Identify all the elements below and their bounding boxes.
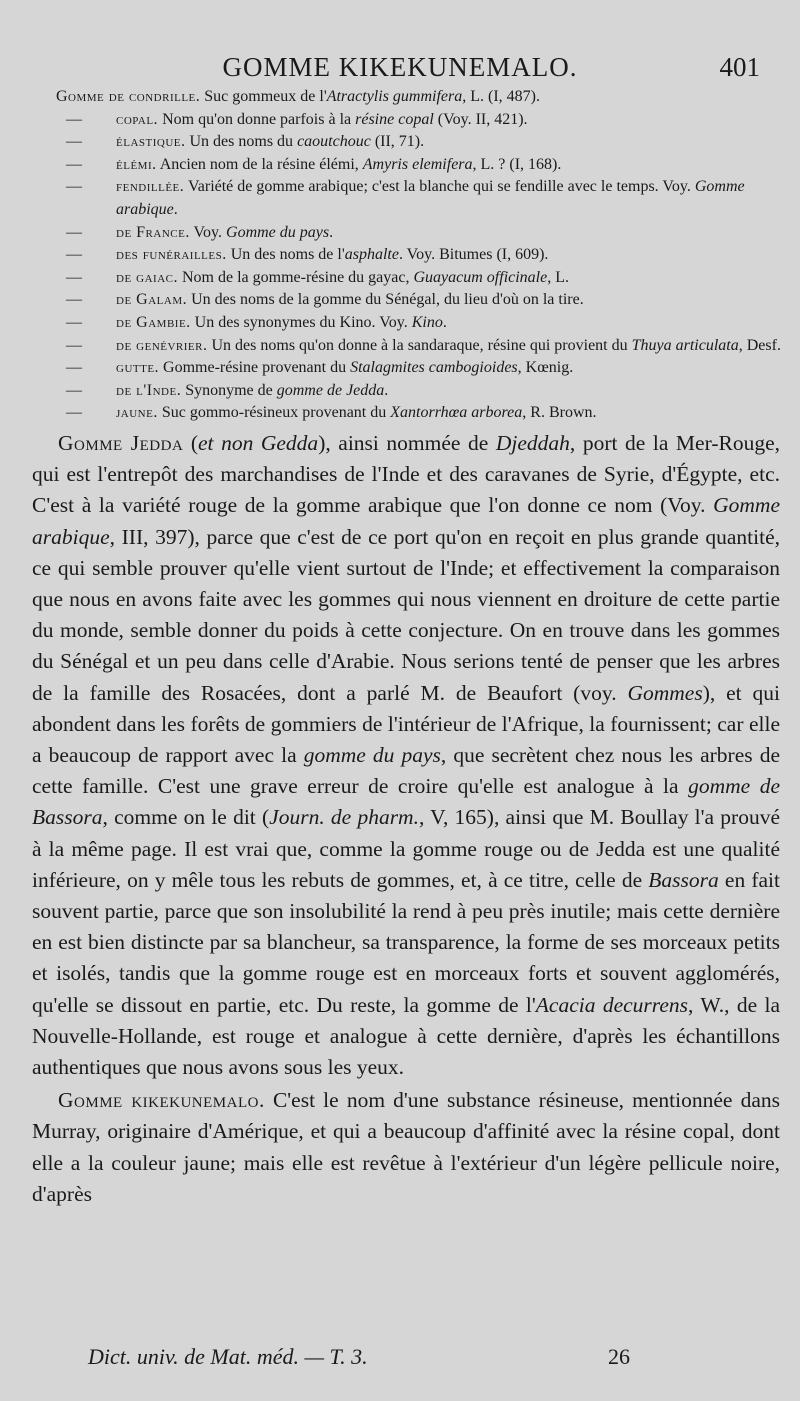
paragraph-head: Gomme kikekunemalo.: [58, 1088, 265, 1113]
text-run: ), et qui abondent dans les forêts de gommiers de l'intérieur de l'Afrique, la fournissent; car elle a beaucoup de rapport avec la: [32, 680, 780, 768]
entry-tail: .: [384, 381, 389, 399]
entry-head: de genévrier.: [116, 336, 208, 354]
entry-dash: —: [66, 133, 82, 151]
entry-tail: , L. (I, 487).: [462, 88, 541, 105]
page-number: 401: [719, 52, 760, 82]
entry-text: Un des synonymes du Kino. Voy.: [190, 313, 412, 331]
entry-dash: —: [66, 223, 82, 241]
entry-tail: , L.: [547, 268, 570, 286]
entry-italic: Xantorrhœa arborea: [390, 404, 523, 422]
entry-text: Voy.: [189, 223, 227, 241]
entry-dash: —: [66, 268, 82, 286]
entry-head: de France.: [116, 223, 190, 241]
entry-dash: —: [66, 155, 82, 173]
paragraph: [32, 428, 780, 1083]
index-entry: [56, 289, 784, 312]
entry-dash: —: [66, 381, 82, 399]
entry-text: Gomme-résine provenant du: [159, 359, 351, 377]
italic-run: Bassora: [648, 867, 719, 892]
italic-run: Gomme arabique: [32, 493, 780, 549]
entry-dash: —: [66, 178, 82, 196]
index-entry: [56, 267, 784, 290]
entry-head: de gaiac.: [116, 268, 178, 286]
entry-head: élastique.: [116, 133, 186, 151]
text-run: (: [183, 431, 198, 455]
italic-run: Acacia decurrens: [535, 992, 689, 1017]
text-run: , port de la Mer-Rouge, qui est l'entrepôt des marchandises de l'Inde et des caravanes de Syrie, d'Égypte, etc. C'est à la variété rouge de la gomme arabique que l'on donne ce nom (Voy.: [32, 431, 780, 518]
index-entry: [56, 222, 784, 245]
entry-text: Un des noms de l': [226, 246, 345, 264]
entry-text: Variété de gomme arabique; c'est la blanche qui se fendille avec le temps. Voy.: [184, 178, 695, 196]
entry-head: de Galam.: [116, 291, 188, 309]
entry-tail: , Kœnig.: [517, 359, 574, 377]
entry-head: copal.: [116, 110, 159, 128]
italic-run: Djeddah: [495, 431, 570, 455]
entry-tail: , Desf.: [738, 336, 781, 354]
body-text: [32, 428, 780, 1210]
entry-head: de l'Inde.: [116, 381, 182, 399]
entry-dash: —: [66, 291, 82, 309]
entry-italic: caoutchouc: [297, 133, 371, 151]
index-entry: [56, 154, 784, 177]
footer-citation: Dict. univ. de Mat. méd. — T. 3.: [88, 1344, 368, 1369]
italic-run: et non Gedda: [198, 431, 319, 455]
italic-run: Gommes: [627, 680, 703, 705]
entry-tail: , L. ? (I, 168).: [472, 155, 562, 173]
page-footer: [88, 1344, 668, 1370]
entry-text: Nom de la gomme-résine du gayac,: [178, 268, 414, 286]
entry-head: de Gambie.: [116, 313, 191, 331]
paragraph-head: Gomme Jedda: [58, 431, 184, 455]
entry-text: Suc gommo-résineux provenant du: [157, 404, 391, 422]
entry-text: Ancien nom de la résine élémi,: [156, 155, 363, 173]
entry-text: Un des noms du: [185, 133, 298, 151]
entry-head: jaune.: [116, 404, 158, 422]
entry-italic: résine copal: [355, 110, 434, 128]
entry-head: des funérailles.: [116, 246, 227, 264]
index-entry: [56, 312, 784, 335]
index-entry: [56, 176, 784, 221]
signature-mark: 26: [608, 1344, 630, 1369]
italic-run: Journ. de pharm.: [269, 805, 419, 830]
entry-dash: —: [66, 359, 82, 377]
entry-italic: Guayacum officinale: [413, 268, 548, 286]
entry-tail: , R. Brown.: [522, 404, 597, 422]
running-head: GOMME KIKEKUNEMALO.: [222, 52, 578, 82]
italic-run: gomme de Bassora: [32, 774, 780, 830]
entry-text: Un des noms de la gomme du Sénégal, du lieu d'où on la tire.: [187, 291, 584, 309]
entry-italic: Gomme arabique: [116, 178, 745, 218]
entry-dash: —: [66, 313, 82, 331]
entry-italic: gomme de Jedda: [276, 381, 385, 399]
index-entry: [56, 131, 784, 154]
entry-dash: —: [66, 110, 82, 128]
text-run: , W., de la Nouvelle-Hollande, est rouge et analogue à cette dernière, d'après les échantillons authentiques que nous avons sous les yeux.: [32, 992, 780, 1080]
entry-italic: Amyris elemifera: [362, 155, 473, 173]
entry-dash: —: [66, 404, 82, 422]
entry-text: Nom qu'on donne parfois à la: [158, 110, 356, 128]
entry-italic: Kino: [411, 313, 443, 331]
index-entry: [56, 380, 784, 403]
entry-text: Synonyme de: [181, 381, 277, 399]
entry-text: Un des noms qu'on donne à la sandaraque, résine qui provient du: [207, 336, 632, 354]
italic-run: gomme du pays: [303, 743, 441, 768]
entry-head: élémi.: [116, 155, 157, 173]
entry-italic: Stalagmites cambogioides: [350, 359, 518, 377]
entry-tail: .: [329, 223, 334, 241]
entry-italic: Atractylis gummifera: [326, 88, 463, 105]
text-run: , V, 165), ainsi que M. Boullay l'a prouvé à la même page. Il est vrai que, comme la gomme rouge ou de Jedda est une qualité inférieure, on y mêle tous les rebuts de gommes, et, à ce titre, celle de: [32, 805, 781, 892]
entry-dash: —: [66, 336, 82, 354]
index-entry: [56, 86, 784, 109]
entry-head: Gomme de condrille.: [56, 88, 201, 105]
text-run: C'est le nom d'une substance résineuse, mentionnée dans Murray, originaire d'Amérique, et qui a beaucoup d'affinité avec la résine copal, dont elle a la couleur jaune; mais elle est revêtue à l'extérieur d'un légère pellicule noire, d'après: [32, 1088, 780, 1206]
text-run: en fait souvent partie, parce que son insolubilité la rend à peu près inutile; mais cette dernière en est bien distincte par sa blancheur, sa transparence, la forme de ses morceaux petits et isolés, tandis que la gomme rouge est en morceaux forts et souvent agglomérés, qu'elle se dissout en partie, etc. Du reste, la gomme de l': [32, 867, 780, 1017]
entry-italic: asphalte: [344, 246, 399, 264]
entry-dash: —: [66, 246, 82, 264]
entry-italic: Thuya articulata: [631, 336, 739, 354]
entry-tail: (Voy. II, 421).: [433, 110, 528, 128]
entry-tail: .: [173, 200, 178, 218]
index-entry: [56, 109, 784, 132]
index-entry: [56, 402, 784, 425]
paragraph: [32, 1085, 780, 1210]
entry-head: fendillée.: [116, 178, 185, 196]
index-entries: [56, 86, 784, 425]
page-header: [30, 52, 770, 88]
entry-tail: (II, 71).: [370, 133, 425, 151]
index-entry: [56, 357, 784, 380]
entry-head: gutte.: [116, 359, 160, 377]
text-run: , comme on le dit (: [102, 805, 270, 830]
entry-text: Suc gommeux de l': [200, 88, 327, 105]
text-run: , III, 397), parce que c'est de ce port qu'on en reçoit en plus grande quantité, ce qui semble prouver qu'elle vient surtout de l'Inde; et effectivement la comparaison que nous en avons faite avec les gommes qui nous viennent en droiture de cette partie du monde, semble donner du poids à cette conjecture. On en trouve dans les gommes du Sénégal et un peu dans celle d'Arabie. Nous serions tenté de penser que les arbres de la famille des Rosacées, dont a parlé M. de Beaufort (voy.: [32, 524, 780, 705]
index-entry: [56, 335, 784, 358]
entry-tail: . Voy. Bitumes (I, 609).: [398, 246, 549, 264]
text-run: , que secrètent chez nous les arbres de cette famille. C'est une grave erreur de croire qu'elle est analogue à la: [32, 743, 780, 799]
index-entry: [56, 244, 784, 267]
text-run: ), ainsi nommée de: [318, 431, 496, 455]
entry-italic: Gomme du pays: [226, 223, 330, 241]
entry-tail: .: [442, 313, 447, 331]
